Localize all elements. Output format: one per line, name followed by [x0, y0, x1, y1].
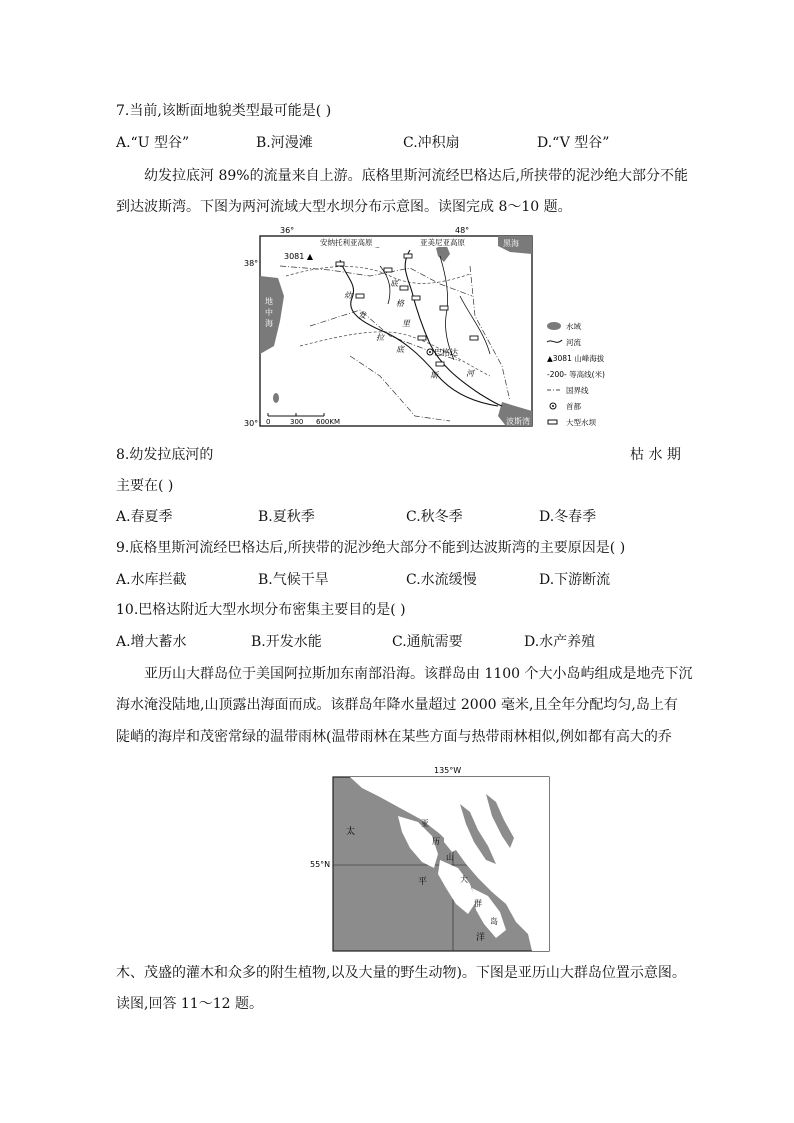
question-9-option-d: D.下游断流 [539, 572, 611, 588]
question-10-option-a: A.增大蓄水 [116, 634, 187, 650]
question-10-stem: 10.巴格达附近大型水坝分布密集主要目的是( ) [116, 602, 406, 618]
question-10-option-c: C.通航需要 [392, 634, 463, 650]
question-9-stem: 9.底格里斯河流经巴格达后,所挟带的泥沙绝大部分不能到达波斯湾的主要原因是( ) [116, 540, 626, 556]
passage-2-line-3: 陡峭的海岸和茂密常绿的温带雨林(温带雨林在某些方面与热带雨林相似,例如都有高大的乔 [116, 729, 672, 745]
legend-river-symbol [547, 340, 562, 342]
question-8-option-b: B.夏秋季 [258, 509, 315, 525]
question-10-option-b: B.开发水能 [251, 634, 322, 650]
lat-label-30: 30° [244, 419, 259, 428]
question-8-option-c: C.秋冬季 [406, 509, 463, 525]
archipelago-label: 亚 历 山 大 群 岛 [421, 819, 498, 926]
passage-1-line-2: 到达波斯湾。下图为两河流域大型水坝分布示意图。读图完成 8～10 题。 [116, 199, 572, 215]
svg-text:600KM: 600KM [316, 418, 340, 426]
dam-marker [436, 362, 444, 366]
question-8-option-a: A.春夏季 [116, 509, 173, 525]
dam-marker [356, 294, 364, 298]
alexander-archipelago-map [310, 764, 550, 954]
question-8-stem-part-3: 主要在( ) [116, 478, 174, 494]
legend-river-label: 河流 [566, 338, 581, 347]
svg-text:0: 0 [266, 418, 271, 426]
passage-2-line-4: 木、茂盛的灌木和众多的附生植物,以及大量的野生动物)。下图是亚历山大群岛位置示意图。 [116, 965, 686, 981]
dam-marker [400, 286, 408, 290]
lon-label-48: 48° [455, 226, 470, 235]
legend-dam-symbol [548, 420, 557, 424]
dam-marker [440, 306, 448, 310]
question-9-option-c: C.水流缓慢 [406, 572, 477, 588]
question-7-option-b: B.河漫滩 [256, 135, 313, 151]
dam-marker [412, 296, 420, 300]
armenian-plateau-label: 亚美尼亚高原 [420, 238, 465, 247]
dam-marker [404, 254, 412, 258]
dam-marker [384, 268, 392, 272]
dam-marker [336, 262, 344, 266]
legend-peak-label: ▲3081 山峰海拔 [547, 354, 605, 363]
question-7-option-a: A.“U 型谷” [116, 135, 190, 151]
map-legend [547, 321, 605, 427]
ocean-label-char-3: 洋 [476, 933, 486, 943]
legend-dam-label: 大型水坝 [566, 418, 596, 427]
island-shape [273, 393, 279, 403]
euphrates-label: 幼 发 拉 底 [344, 291, 404, 354]
question-9-option-a: A.水库拦截 [116, 572, 187, 588]
dam-marker [470, 336, 478, 340]
legend-capital-label: 首都 [566, 402, 581, 411]
question-7-stem: 7.当前,该断面地貌类型最可能是( ) [116, 103, 332, 119]
passage-2-line-2: 海水淹没陆地,山顶露出海面而成。该群岛年降水量超过 2000 毫米,且全年分配均匀,岛上有 [116, 697, 678, 713]
question-8-stem-part-1: 8.幼发拉底河的 [116, 447, 214, 463]
question-7-option-c: C.冲积扇 [403, 135, 460, 151]
passage-2-line-1: 亚历山大群岛位于美国阿拉斯加东南部沿海。该群岛由 1100 个大小岛屿组成是地壳下沉 [144, 666, 693, 682]
tigris-label: 底 格 里 斯 河 [390, 279, 474, 380]
question-7-option-d: D.“V 型谷” [537, 135, 610, 151]
legend-water-symbol [547, 322, 561, 330]
question-8-option-d: D.冬春季 [539, 509, 597, 525]
lon-label-36: 36° [280, 226, 295, 235]
tigris-euphrates-dam-map [240, 226, 660, 446]
ocean-label-char-2: 平 [418, 877, 428, 887]
dam-marker [418, 336, 426, 340]
black-sea-label: 黑海 [503, 239, 519, 248]
mediterranean-label: 地中海 [265, 297, 273, 328]
svg-text:300: 300 [290, 418, 304, 426]
passage-1-line-1: 幼发拉底河 89%的流量来自上游。底格里斯河流经巴格达后,所挟带的泥沙绝大部分不能 [144, 168, 689, 184]
lat-label-38: 38° [244, 259, 259, 268]
baghdad-label: 巴格达 [434, 348, 458, 357]
question-8-stem-part-2: 枯 水 期 [630, 447, 681, 463]
passage-2-line-5: 读图,回答 11～12 题。 [116, 996, 263, 1012]
map-scale-bar [266, 412, 340, 426]
question-9-option-b: B.气候干旱 [258, 572, 329, 588]
lon-label-135w: 135°W [434, 766, 462, 775]
anatolia-plateau-label: 安纳托利亚高原 [320, 238, 373, 247]
ocean-label-char-1: 太 [346, 827, 356, 837]
lat-label-55n: 55°N [310, 860, 331, 869]
legend-border-label: 国界线 [566, 386, 589, 395]
question-10-option-d: D.水产养殖 [524, 634, 596, 650]
persian-gulf-label: 波斯湾 [506, 417, 530, 426]
peak-elevation-label: 3081 ▲ [284, 252, 314, 261]
legend-contour-label: -200- 等高线(米) [547, 370, 605, 379]
legend-water-label: 水域 [566, 322, 581, 331]
